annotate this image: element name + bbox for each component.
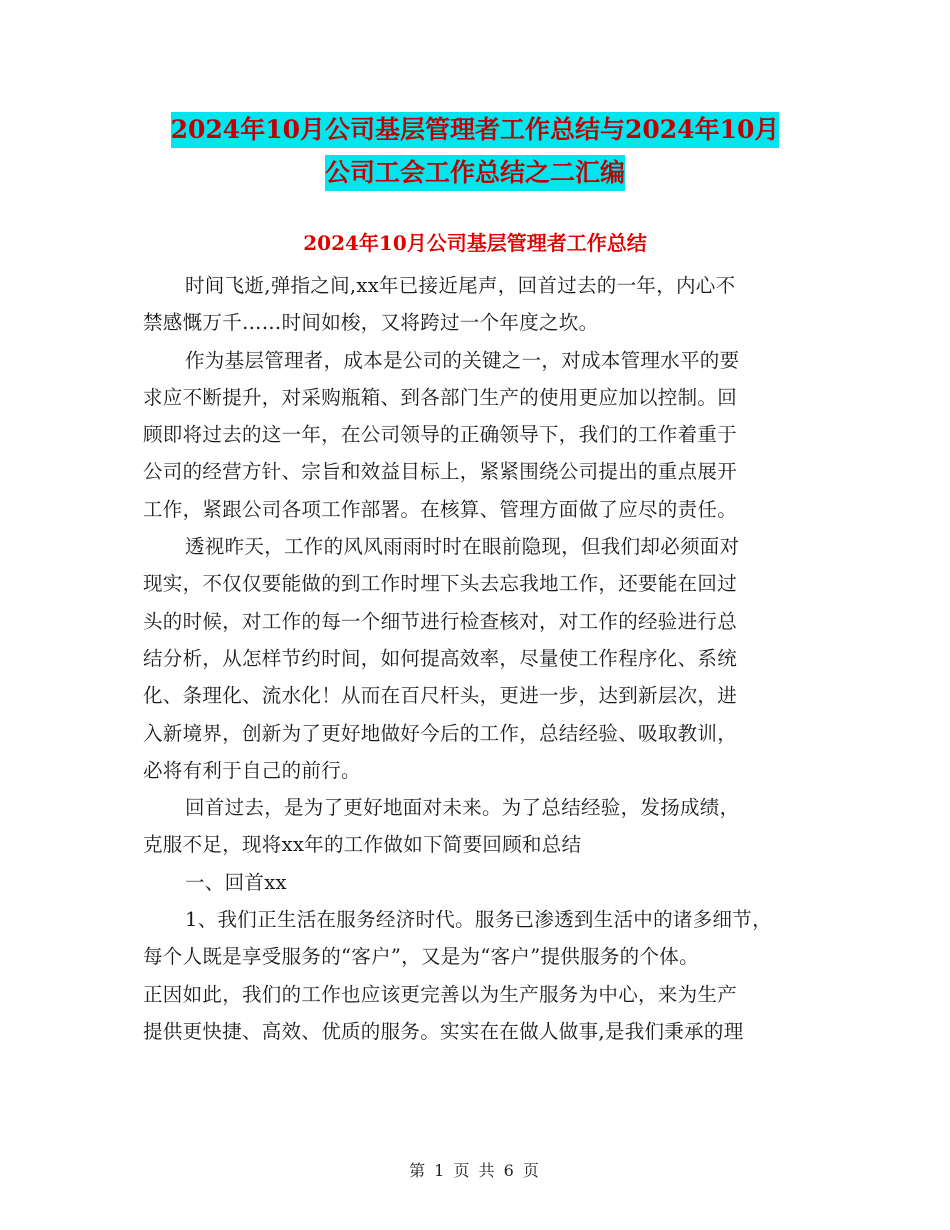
body-line: 作为基层管理者，成本是公司的关键之一，对成本管理水平的要 <box>185 348 740 372</box>
body-line: 结分析，从怎样节约时间，如何提高效率，尽量使工作程序化、系统 <box>143 646 738 670</box>
document-body <box>143 267 823 1050</box>
body-line: 透视昨天，工作的风风雨雨时时在眼前隐现，但我们却必须面对 <box>185 535 740 559</box>
body-line: 每个人既是享受服务的“客户”，又是为“客户”提供服务的个体。 <box>143 945 699 969</box>
body-line: 正因如此，我们的工作也应该更完善以为生产服务为中心，来为生产 <box>143 982 738 1006</box>
body-line: 求应不断提升，对采购瓶箱、到各部门生产的使用更应加以控制。回 <box>143 385 738 409</box>
body-line: 化、条理化、流水化！从而在百尺杆头，更进一步，达到新层次，进 <box>143 684 738 708</box>
section-heading: 2024年10月公司基层管理者工作总结 <box>303 231 647 255</box>
body-line: 克服不足，现将xx年的工作做如下简要回顾和总结 <box>143 833 582 857</box>
body-line: 入新境界，创新为了更好地做好今后的工作，总结经验、吸取教训， <box>143 721 738 745</box>
document-title-line-1: 2024年10月公司基层管理者工作总结与2024年10月 <box>120 117 830 142</box>
body-line: 必将有利于自己的前行。 <box>143 758 361 782</box>
body-line: 一、回首xx <box>185 870 287 894</box>
body-line: 头的时候，对工作的每一个细节进行检查核对，对工作的经验进行总 <box>143 609 738 633</box>
body-line: 禁感慨万千……时间如梭，又将跨过一个年度之坎。 <box>143 311 599 335</box>
body-line: 1、我们正生活在服务经济时代。服务已渗透到生活中的诸多细节， <box>185 908 772 932</box>
body-line: 公司的经营方针、宗旨和效益目标上，紧紧围绕公司提出的重点展开 <box>143 460 738 484</box>
body-line: 现实，不仅仅要能做的到工作时埋下头去忘我地工作，还要能在回过 <box>143 572 738 596</box>
body-line: 回首过去，是为了更好地面对未来。为了总结经验，发扬成绩， <box>185 796 740 820</box>
body-line: 工作，紧跟公司各项工作部署。在核算、管理方面做了应尽的责任。 <box>143 497 738 521</box>
body-line: 提供更快捷、高效、优质的服务。实实在在做人做事,是我们秉承的理 <box>143 1019 744 1043</box>
page-footer: 第 1 页 共 6 页 <box>409 1161 541 1180</box>
body-line: 顾即将过去的这一年，在公司领导的正确领导下，我们的工作着重于 <box>143 423 738 447</box>
document-title-line-2: 公司工会工作总结之二汇编 <box>120 160 830 185</box>
body-line: 时间飞逝,弹指之间,xx年已接近尾声，回首过去的一年，内心不 <box>185 274 736 297</box>
